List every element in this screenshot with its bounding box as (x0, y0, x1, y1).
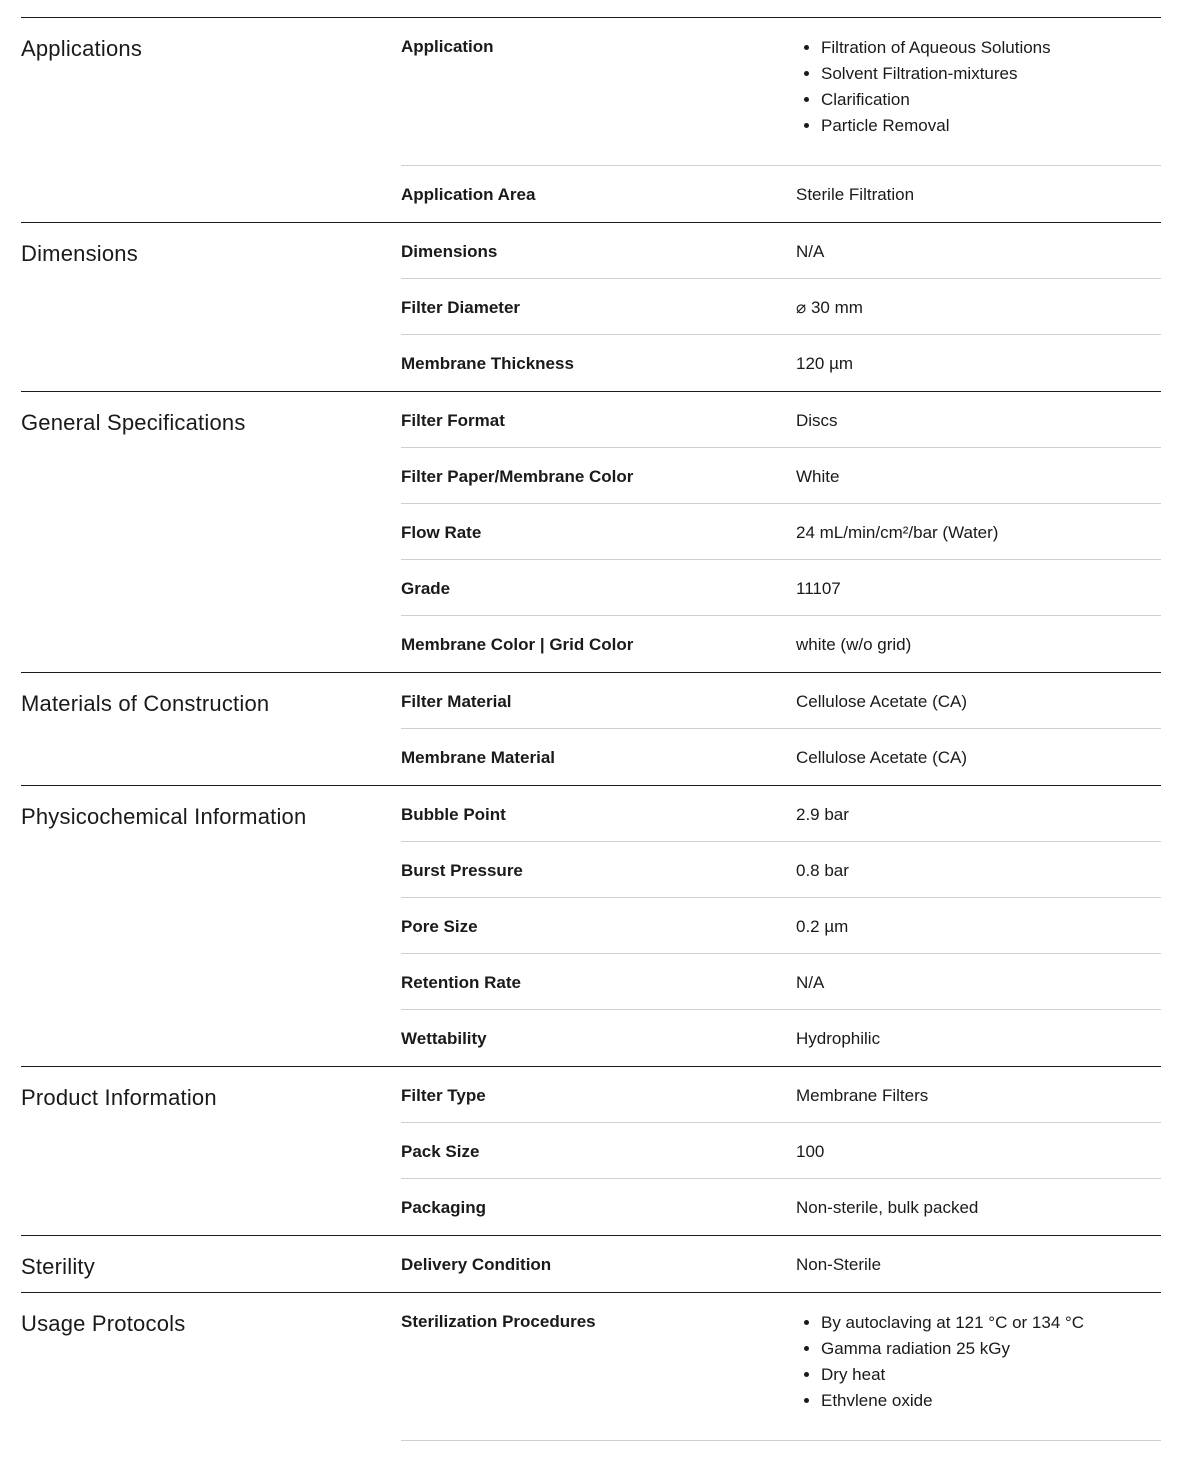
spec-row-dimensions (401, 223, 1161, 279)
section-title: Dimensions (21, 241, 138, 266)
spec-value (796, 18, 1161, 165)
spec-rows (401, 1293, 1161, 1441)
spec-label: Sterilization Procedures (401, 1312, 596, 1331)
spec-value: 2.9 bar (796, 805, 849, 824)
spec-value: Non-Sterile (796, 1255, 882, 1274)
spec-rows (401, 1236, 1161, 1292)
section-usage-protocols (21, 1293, 1161, 1441)
spec-value: 120 µm (796, 354, 854, 373)
spec-value: 11107 (796, 579, 841, 598)
spec-label: Burst Pressure (401, 861, 523, 880)
spec-value: 0.8 bar (796, 861, 849, 880)
spec-label: Retention Rate (401, 973, 521, 992)
spec-label: Filter Type (401, 1086, 486, 1105)
spec-label: Filter Paper/Membrane Color (401, 467, 634, 486)
spec-value: 24 mL/min/cm²/bar (Water) (796, 523, 999, 542)
section-title: Sterility (21, 1254, 95, 1279)
spec-label: Wettability (401, 1029, 487, 1048)
spec-rows (401, 223, 1161, 391)
spec-label: Flow Rate (401, 523, 482, 542)
section-title: Applications (21, 36, 143, 61)
spec-rows (401, 392, 1161, 672)
section-title: Product Information (21, 1085, 217, 1110)
section-product-information (21, 1067, 1161, 1236)
spec-value (796, 1293, 1161, 1440)
spec-row-application (401, 18, 1161, 166)
spec-row-delivery-condition (401, 1236, 1161, 1292)
spec-value: Cellulose Acetate (CA) (796, 692, 968, 711)
spec-rows (401, 786, 1161, 1066)
spec-label: Membrane Thickness (401, 354, 574, 373)
spec-value: White (796, 467, 840, 486)
list-item: • Ethvlene oxide (821, 1388, 1161, 1414)
spec-value: ⌀ 30 mm (796, 298, 863, 317)
spec-label: Filter Material (401, 692, 512, 711)
spec-row-filter-diameter (401, 279, 1161, 335)
spec-value: N/A (796, 242, 825, 261)
spec-label: Pack Size (401, 1142, 480, 1161)
section-sterility (21, 1236, 1161, 1293)
spec-row-sterilization-procedures (401, 1293, 1161, 1441)
spec-label: Filter Diameter (401, 298, 521, 317)
spec-label: Membrane Material (401, 748, 555, 767)
spec-value: Hydrophilic (796, 1029, 881, 1048)
list-item: • By autoclaving at 121 °C or 134 °C (821, 1310, 1161, 1336)
spec-value: Sterile Filtration (796, 185, 915, 204)
spec-value: Non-sterile, bulk packed (796, 1198, 979, 1217)
spec-rows (401, 18, 1161, 222)
section-title: Physicochemical Information (21, 804, 307, 829)
spec-row-pack-size (401, 1123, 1161, 1179)
section-title: General Specifications (21, 410, 246, 435)
spec-value: white (w/o grid) (796, 635, 912, 654)
spec-label: Application Area (401, 185, 536, 204)
spec-label: Grade (401, 579, 451, 598)
spec-row-wettability (401, 1010, 1161, 1066)
spec-label: Dimensions (401, 242, 498, 261)
spec-label: Pore Size (401, 917, 478, 936)
spec-row-bubble-point (401, 786, 1161, 842)
spec-label: Packaging (401, 1198, 487, 1217)
spec-value-list (796, 1310, 1161, 1414)
spec-label: Bubble Point (401, 805, 506, 824)
list-item: • Filtration of Aqueous Solutions (821, 35, 1161, 61)
specification-table (21, 17, 1161, 1441)
spec-row-retention-rate (401, 954, 1161, 1010)
spec-row-flow-rate (401, 504, 1161, 560)
spec-row-filter-format (401, 392, 1161, 448)
spec-row-packaging (401, 1179, 1161, 1235)
spec-value: Discs (796, 411, 838, 430)
spec-rows (401, 1067, 1161, 1235)
spec-row-membrane-material (401, 729, 1161, 785)
list-item: • Dry heat (821, 1362, 1161, 1388)
spec-label: Delivery Condition (401, 1255, 552, 1274)
section-dimensions (21, 223, 1161, 392)
list-item: • Gamma radiation 25 kGy (821, 1336, 1161, 1362)
spec-label: Membrane Color | Grid Color (401, 635, 634, 654)
spec-row-filter-type (401, 1067, 1161, 1123)
spec-row-membrane-thickness (401, 335, 1161, 391)
section-physicochemical-information (21, 786, 1161, 1067)
list-item: • Particle Removal (821, 113, 1161, 139)
spec-value: 0.2 µm (796, 917, 849, 936)
spec-label: Application (401, 37, 494, 56)
spec-row-membrane-color-grid-color (401, 616, 1161, 672)
spec-row-filter-material (401, 673, 1161, 729)
section-applications (21, 18, 1161, 223)
spec-value: Membrane Filters (796, 1086, 929, 1105)
spec-row-grade (401, 560, 1161, 616)
list-item: • Solvent Filtration-mixtures (821, 61, 1161, 87)
spec-value: Cellulose Acetate (CA) (796, 748, 968, 767)
list-item: • Clarification (821, 87, 1161, 113)
spec-row-filter-paper-membrane-color (401, 448, 1161, 504)
spec-row-application-area (401, 166, 1161, 222)
spec-value-list (796, 35, 1161, 139)
spec-value: 100 (796, 1142, 825, 1161)
section-title: Usage Protocols (21, 1311, 186, 1336)
spec-value: N/A (796, 973, 825, 992)
spec-rows (401, 673, 1161, 785)
spec-label: Filter Format (401, 411, 505, 430)
spec-row-pore-size (401, 898, 1161, 954)
section-general-specifications (21, 392, 1161, 673)
section-title: Materials of Construction (21, 691, 270, 716)
section-materials-of-construction (21, 673, 1161, 786)
spec-row-burst-pressure (401, 842, 1161, 898)
